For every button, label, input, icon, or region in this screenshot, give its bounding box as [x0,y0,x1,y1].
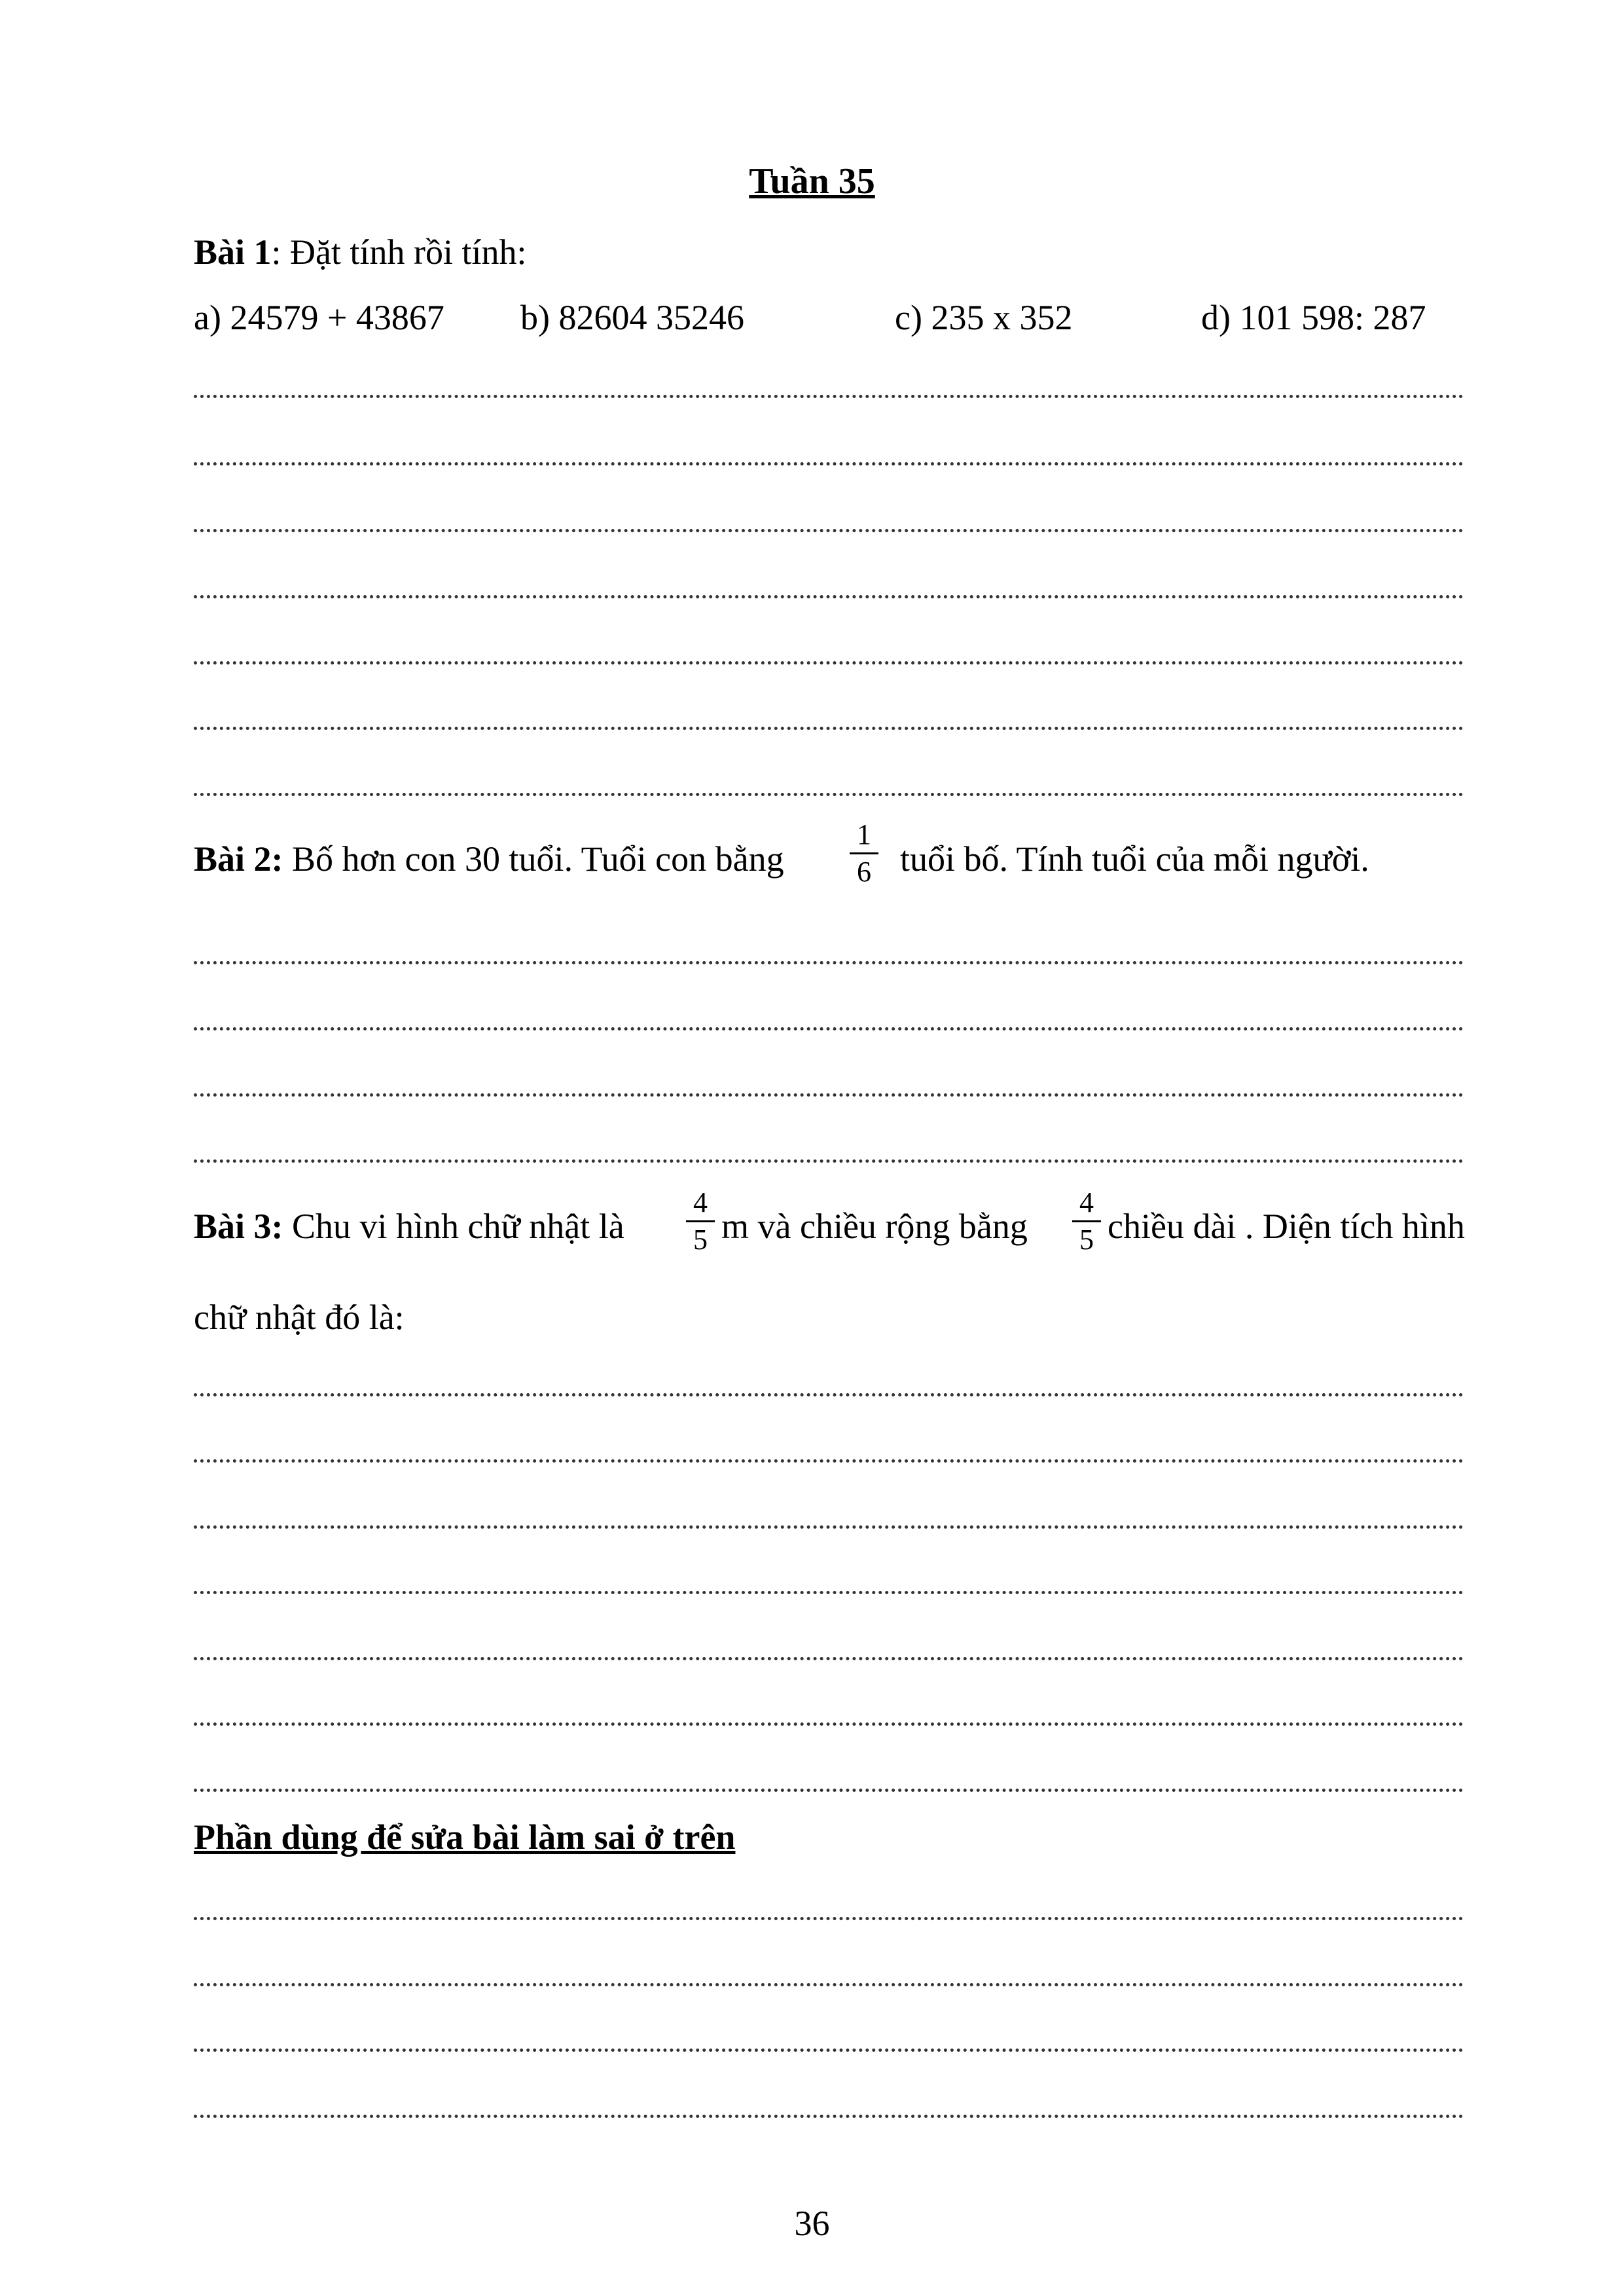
answer-line [194,1157,1464,1163]
exercise-1-part-d: d) 101 598: 287 [1201,298,1426,337]
answer-line [194,1457,1464,1463]
answer-line [194,393,1464,398]
fraction-four-fifths [1072,1186,1101,1256]
fraction-four-fifths [686,1186,715,1256]
fraction-bar [686,1220,715,1222]
answer-line [194,1655,1464,1660]
answer-line [194,1091,1464,1097]
fraction-one-sixth [850,818,878,888]
correction-heading: Phần dùng để sửa bài làm sai ở trên [194,1817,736,1857]
fraction-numerator: 1 [857,818,871,850]
exercise-3-text-2: m và chiều rộng bằng [721,1207,1028,1246]
exercise-3-text-3: chiều dài . Diện tích hình [1108,1207,1465,1246]
exercise-2-text-before: Bố hơn con 30 tuổi. Tuổi con bằng [283,839,784,879]
answer-line [194,959,1464,964]
fraction-numerator: 4 [1079,1186,1094,1218]
exercise-3-text-1: Chu vi hình chữ nhật là [283,1207,624,1246]
exercise-1-part-a: a) 24579 + 43867 [194,298,444,337]
exercise-1-part-c: c) 235 x 352 [895,298,1073,337]
exercise-2-prompt [194,836,784,882]
answer-line [194,1721,1464,1726]
answer-line [194,2047,1464,2052]
page-number: 36 [794,2204,830,2243]
exercise-1-prompt [194,229,527,275]
answer-line [194,1391,1464,1396]
exercise-3-text-4: chữ nhật đó là: [194,1298,405,1337]
exercise-1-part-b: b) 82604 35246 [520,298,744,337]
exercise-2-label: Bài 2: [194,839,283,879]
answer-line [194,1787,1464,1792]
page-title: Tuần 35 [749,161,875,202]
exercise-1-label: Bài 1 [194,232,272,272]
exercise-2-text-after: tuổi bố. Tính tuổi của mỗi người. [900,839,1369,879]
exercise-3-label: Bài 3: [194,1207,283,1246]
answer-line [194,527,1464,532]
fraction-bar [1072,1220,1101,1222]
fraction-denominator: 6 [857,856,871,888]
answer-line [194,1915,1464,1920]
answer-line [194,1523,1464,1529]
answer-line [194,1981,1464,1986]
fraction-denominator: 5 [693,1224,708,1256]
answer-line [194,1025,1464,1030]
answer-line [194,593,1464,598]
fraction-numerator: 4 [693,1186,708,1218]
fraction-denominator: 5 [1079,1224,1094,1256]
answer-line [194,2113,1464,2118]
answer-line [194,725,1464,730]
answer-line [194,460,1464,465]
answer-line [194,791,1464,796]
exercise-1-text: : Đặt tính rồi tính: [271,232,527,272]
exercise-3-prompt [194,1203,624,1249]
answer-line [194,1589,1464,1594]
answer-line [194,659,1464,665]
fraction-bar [850,852,878,854]
